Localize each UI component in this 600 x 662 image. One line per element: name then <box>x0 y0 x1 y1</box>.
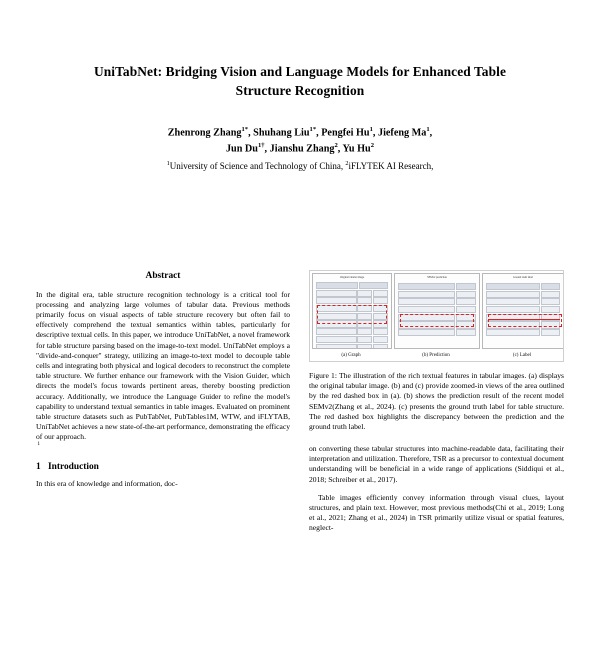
figure-panel-a <box>312 273 392 349</box>
section-heading-introduction <box>36 461 290 474</box>
section-number: 1 <box>36 461 41 472</box>
figure-subcaption-b: (b) Prediction <box>422 353 450 359</box>
affiliation: $^1$University of Science and Technology of China, $^2$iFLYTEK AI Research, <box>166 160 434 172</box>
panel-a-highlight-box <box>317 305 387 324</box>
left-column: Abstract In the digital era, table structure recognition technology is a critical tool for processing and analyzing large volumes of tabular data. Previous methods primarily focus on visual aspects of table structure recovery but often fail to effectively comprehend the textual semantics within tables, particularly for descriptive textual cells. In this paper, we introduce UniTabNet, a novel framework for table structure parsing based on the image-to-text model. UniTabNet employs a "divide-and-conquer" strategy, utilizing an image-to-text model to decouple table cells and integrating both physical and logical decoders to reconstruct the complete table structure. We further enhance our framework with the Vision Guider, which directs the model's focus towards pertinent areas, thereby boosting prediction accuracy. Additionally, we introduce the Language Guider to refine the model's capability to understand textual semantics in table images. Evaluated on prominent table structure datasets such as PubTabNet, PubTables1M, WTW, and iFLYTAB, UniTabNet achieves a new state-of-the-art performance, demonstrating the efficacy of our approach. $^1$ 1 Introduction In this era of knowledge and information, doc- <box>36 271 290 488</box>
panel-b-error-box <box>400 314 474 327</box>
figure-subcaption-c: (c) Label <box>512 353 532 359</box>
figure-1-caption <box>309 371 564 432</box>
author-line-1: Zhenrong Zhang$^{1*}$, Shuhang Liu$^{1*}$, Pengfei Hu$^1$, Jiefeng Ma$^1$, <box>167 125 433 139</box>
panel-c-label-box <box>488 314 562 327</box>
right-paragraph-1: on converting these tabular structures into machine-readable data, facilitating their interpretation and utilization. Therefore, TSR as a precursor to contextual document understanding will be beneficial in a wide range of applications (Siddiqui et al., 2018; Schreiber et al., 2017). <box>309 444 564 484</box>
paper-page <box>0 62 600 662</box>
figure-1-caption-text: The illustration of the rich textual features in tabular images. (a) displays the original tabular image. (b) and (c) provide zoomed-in views of the area outlined by the red dashed box in (a). (b) shows the prediction result of the recent model SEMv2(Zhang et al., 2024). (c) presents the ground truth label for table structure. The red dashed box highlights the discrepancy between the prediction and the ground truth label. <box>309 371 564 431</box>
panel-c-split-line <box>488 319 560 320</box>
right-column <box>309 270 564 534</box>
figure-1-image <box>309 270 564 362</box>
author-line-2: Jun $Du^{1\dagger}$, Jianshu Zhang$^2$, Yu Hu$^2$ <box>225 142 375 155</box>
panel-a-title: Original tabular image <box>339 275 365 279</box>
author-list <box>60 125 540 157</box>
figure-panel-b <box>394 273 480 349</box>
panel-b-title: SEMv2 prediction <box>427 275 447 279</box>
intro-paragraph-1: In this era of knowledge and information, doc- <box>36 478 178 488</box>
page-title: UniTabNet: Bridging Vision and Language Models for Enhanced Table Structure Recognition <box>93 64 507 99</box>
figure-panel-c <box>482 273 564 349</box>
panel-c-title: Ground truth label <box>513 275 533 279</box>
abstract-heading: Abstract <box>145 271 181 281</box>
abstract-text: In the digital era, table structure recognition technology is a critical tool for processing and analyzing large volumes of tabular data. Previous methods primarily focus on visual aspects of table structure recovery but often fail to effectively comprehend the textual semantics within tables, particularly for descriptive textual cells. In this paper, we introduce UniTabNet, a novel framework for table structure parsing based on the image-to-text model. UniTabNet employs a "divide-and-conquer" strategy, utilizing an image-to-text model to decouple table cells and integrating both physical and logical decoders to reconstruct the complete table structure. We further enhance our framework with the Vision Guider, which directs the model's focus towards pertinent areas, thereby boosting prediction accuracy. Additionally, we introduce the Language Guider to refine the model's capability to understand textual semantics in table images. Evaluated on prominent table structure datasets such as PubTabNet, PubTables1M, WTW, and iFLYTAB, UniTabNet achieves a new state-of-the-art performance, demonstrating the efficacy of our approach. <box>36 289 290 442</box>
figure-1 <box>309 270 564 432</box>
section-title: Introduction <box>48 461 99 472</box>
figure-subcaption-a: (a) Graph <box>341 353 361 359</box>
body-columns <box>36 270 564 534</box>
right-paragraph-2: Table images efficiently convey information through visual clues, layout structures, and plain text. However, most previous methods(Chi et al., 2019; Long et al., 2021; Zhang et al., 2024) in TSR primarily utilize visual or spatial features, neglect- <box>309 492 564 533</box>
figure-1-caption-label: Figure 1: <box>309 371 337 380</box>
